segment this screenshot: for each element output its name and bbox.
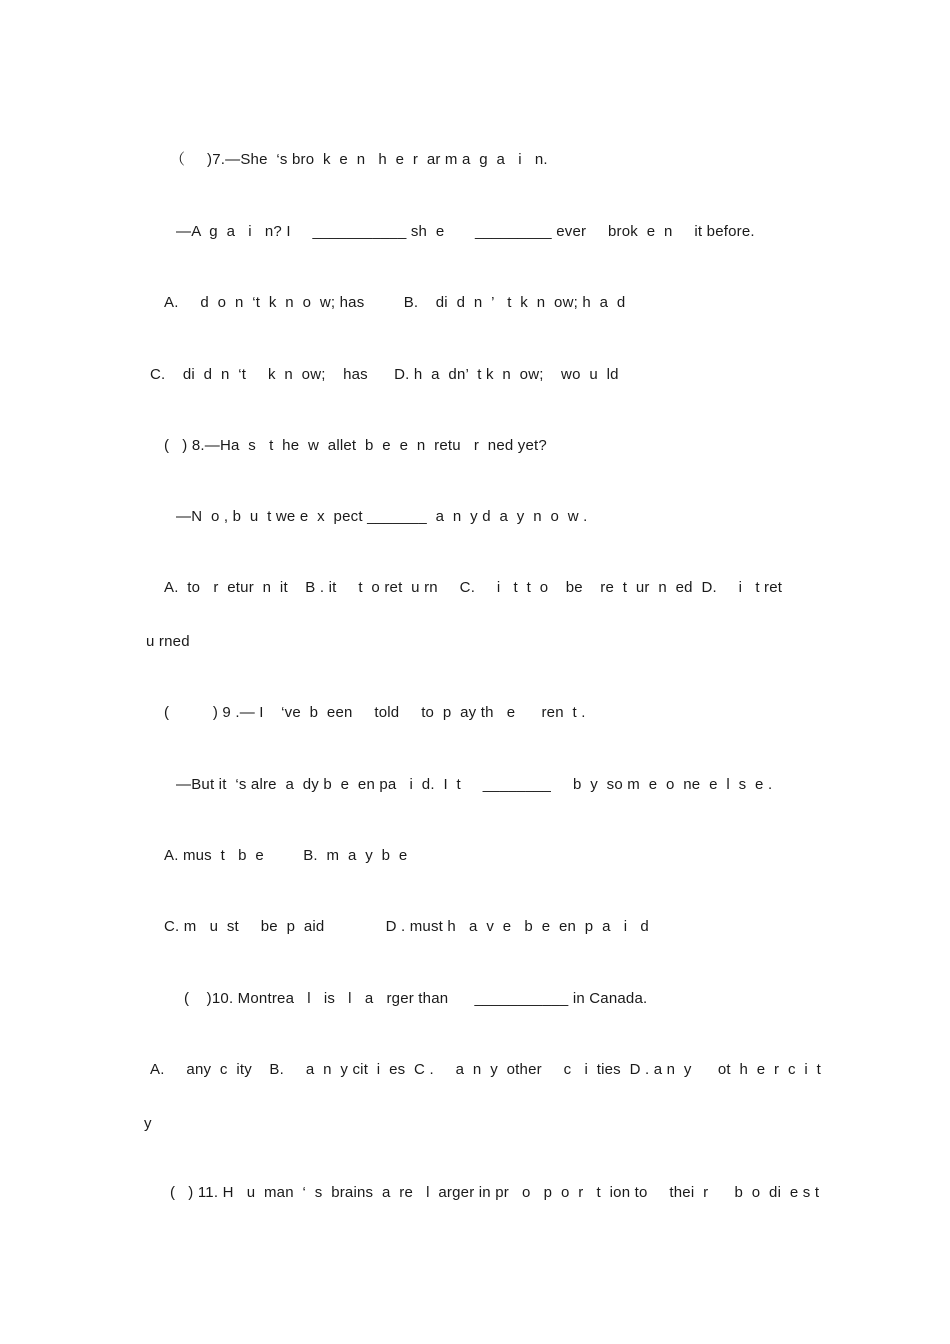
question-11-stem: ( ) 11. H u man ‘ s brains a re l arger in pr o p o r t ion to thei r b o di e s t (170, 1184, 820, 1201)
question-7-reply: —A g a i n? I ___________ sh e _________ ever brok e n it before. (176, 223, 755, 240)
question-10-options-line2: y (144, 1115, 152, 1132)
question-9-stem: ( ) 9 .— I ‘ve b een told to p ay th e ren t . (164, 704, 586, 721)
question-10-options-line1: A. any c ity B. a n y cit i es C . a n y other c i ties D . a n y ot h e r c i t (150, 1061, 822, 1078)
question-7-stem: （ )7.—She ‘s bro k e n h e r ar m a g a i n. (170, 151, 548, 168)
question-9-options-ab: A. mus t b e B. m a y b e (164, 847, 408, 864)
question-7-options-ab: A. d o n ‘t k n o w; has B. di d n ’ t k n ow; h a d (164, 294, 626, 311)
question-8-stem: ( ) 8.—Ha s t he w allet b e e n retu r ned yet? (164, 437, 547, 454)
question-8-options-line2: u rned (146, 633, 190, 650)
question-9-reply: —But it ‘s alre a dy b e en pa i d. I t ________ b y so m e o ne e l s e . (176, 776, 773, 793)
question-8-reply: —N o , b u t we e x pect _______ a n y d a y n o w . (176, 508, 588, 525)
question-10-stem: ( )10. Montrea l is l a rger than ___________ in Canada. (184, 990, 648, 1007)
question-7-options-cd: C. di d n ‘t k n ow; has D. h a dn’ t k n ow; wo u ld (150, 366, 619, 383)
question-9-options-cd: C. m u st be p aid D . must h a v e b e en p a i d (164, 918, 649, 935)
question-8-options-line1: A. to r etur n it B . it t o ret u rn C. i t t o be re t ur n ed D. i t ret (164, 579, 783, 596)
